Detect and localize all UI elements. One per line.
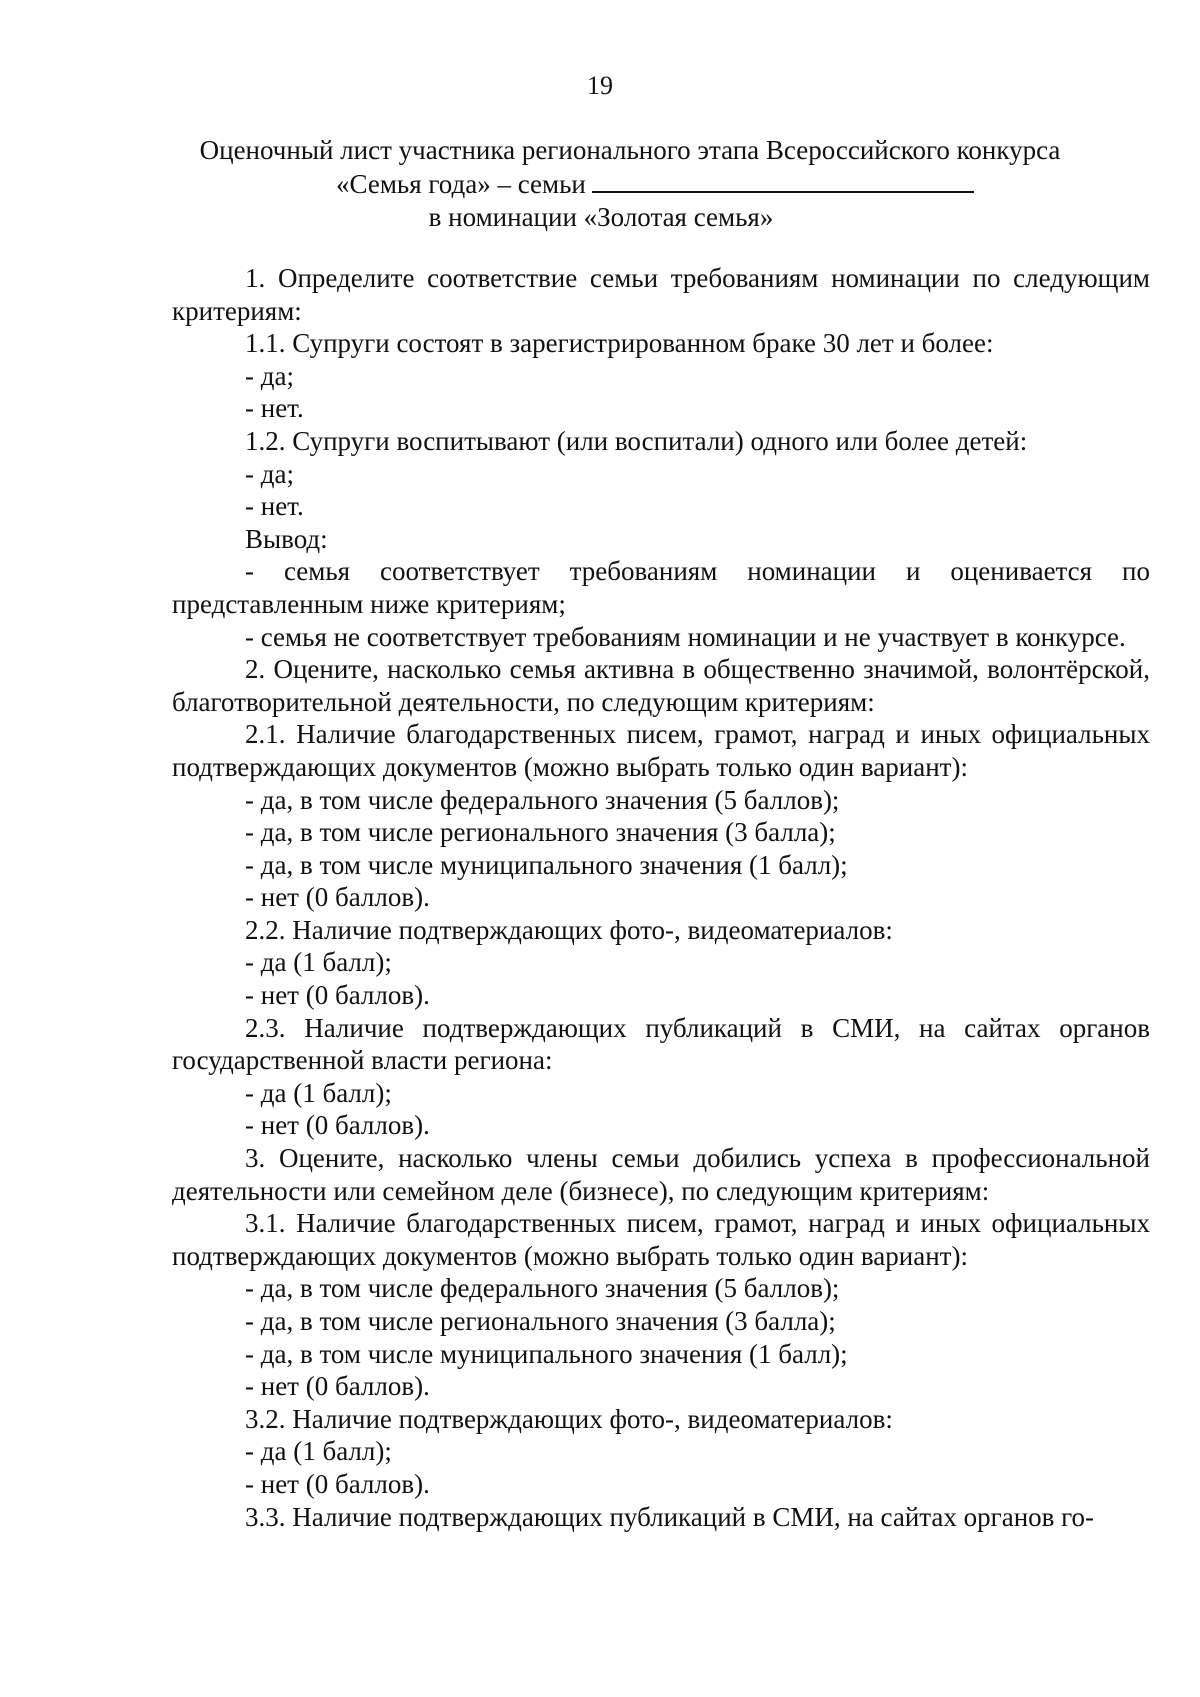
list-item: Вывод:	[245, 523, 328, 554]
paragraph: 2.3. Наличие подтверждающих публикаций в СМИ, на сайтах органов государственной власти региона:	[172, 1012, 1150, 1076]
title-line-1: Оценочный лист участника регионального этапа Всероссийского конкурса	[199, 135, 1061, 165]
list-item: - да (1 балл);	[245, 1436, 392, 1467]
paragraph: 3. Оцените, насколько члены семьи добились успеха в профессиональной деятельности или семейном деле (бизнесе), по следующим критериям:	[172, 1143, 1150, 1206]
title-line-2	[190, 167, 1070, 201]
paragraph: 1. Определите соответствие семьи требованиям номинации по следующим критериям:	[172, 263, 1150, 326]
list-item: 1.1. Супруги состоят в зарегистрированном браке 30 лет и более:	[245, 328, 994, 359]
list-item: - нет.	[245, 491, 304, 522]
family-name-blank	[592, 167, 974, 193]
paragraph: 3.1. Наличие благодарственных писем, грамот, наград и иных официальных подтверждающих документов (можно выбрать только один вариант):	[172, 1208, 1150, 1271]
paragraph: 2. Оцените, насколько семья активна в общественно значимой, волонтёрской, благотворительной деятельности, по следующим критериям:	[172, 654, 1150, 717]
list-item: - да, в том числе муниципального значения (1 балл);	[245, 849, 848, 880]
paragraph: - семья соответствует требованиям номинации и оценивается по представленным ниже критериям;	[172, 556, 1150, 619]
list-item: - да, в том числе федерального значения (5 баллов);	[245, 1273, 840, 1304]
list-item: - да, в том числе регионального значения (3 балла);	[245, 817, 836, 848]
list-item: - нет (0 баллов).	[245, 1468, 430, 1499]
list-item: - да;	[245, 458, 294, 489]
list-item: - да, в том числе федерального значения (5 баллов);	[245, 784, 840, 815]
paragraph: 2.1. Наличие благодарственных писем, грамот, наград и иных официальных подтверждающих документов (можно выбрать только один вариант):	[172, 719, 1150, 782]
title-line-2-text: «Семья года» – семьи	[336, 169, 586, 199]
list-item: - нет (0 баллов).	[245, 882, 430, 913]
list-item: - нет (0 баллов).	[245, 980, 430, 1011]
list-item: 3.2. Наличие подтверждающих фото-, видеоматериалов:	[245, 1403, 893, 1434]
list-item: - нет (0 баллов).	[245, 1110, 430, 1141]
title-line-3: в номинации «Золотая семья»	[428, 202, 774, 232]
list-item: - да (1 балл);	[245, 947, 392, 978]
list-item: - нет.	[245, 393, 304, 424]
paragraph: - семья не соответствует требованиям номинации и не участвует в конкурсе.	[245, 621, 1126, 652]
list-item: 3.3. Наличие подтверждающих публикаций в СМИ, на сайтах органов го-	[245, 1501, 1095, 1532]
document-title	[190, 134, 1070, 234]
list-item: - да, в том числе регионального значения (3 балла);	[245, 1306, 836, 1336]
page-number: 19	[587, 71, 613, 100]
list-item: - да (1 балл);	[245, 1077, 392, 1108]
document-body	[172, 262, 1150, 1533]
list-item: 1.2. Супруги воспитывают (или воспитали) одного или более детей:	[245, 425, 1028, 456]
list-item: - да, в том числе муниципального значения (1 балл);	[245, 1338, 848, 1369]
list-item: - да;	[245, 360, 294, 391]
list-item: 2.2. Наличие подтверждающих фото-, видеоматериалов:	[245, 914, 893, 945]
list-item: - нет (0 баллов).	[245, 1371, 430, 1402]
